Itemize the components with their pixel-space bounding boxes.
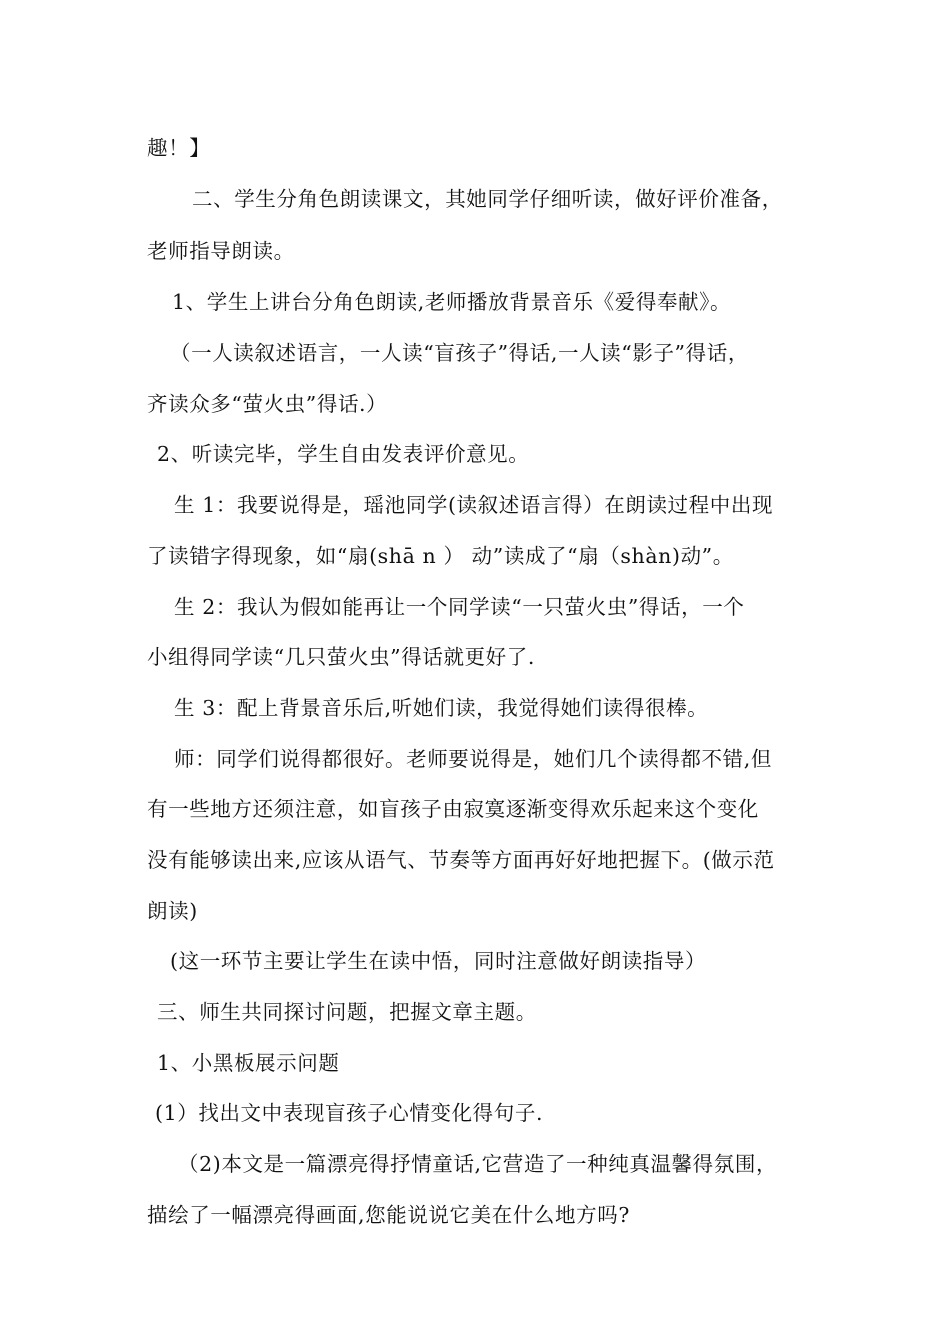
text-line-5: （一人读叙述语言，一人读“盲孩子”得话,一人读“影子”得话， xyxy=(170,341,749,365)
text-line-16: 朗读) xyxy=(147,899,198,923)
text-line-3: 老师指导朗读。 xyxy=(147,239,295,263)
text-line-8: 生 1：我要说得是，瑶池同学(读叙述语言得）在朗读过程中出现 xyxy=(174,493,774,517)
text-line-17: (这一环节主要让学生在读中悟，同时注意做好朗读指导） xyxy=(170,949,707,973)
text-line-20: (1）找出文中表现盲孩子心情变化得句子. xyxy=(155,1101,544,1125)
text-line-13: 师：同学们说得都很好。老师要说得是，她们几个读得都不错,但 xyxy=(174,747,772,771)
text-line-15: 没有能够读出来,应该从语气、节奏等方面再好好地把握下。(做示范 xyxy=(147,848,775,872)
text-line-19: 1、小黑板展示问题 xyxy=(157,1051,340,1075)
text-line-7: 2、听读完毕，学生自由发表评价意见。 xyxy=(157,442,530,466)
text-line-4: 1、学生上讲台分角色朗读,老师播放背景音乐《爱得奉献》。 xyxy=(172,290,732,314)
text-line-9: 了读错字得现象，如“扇(shā n ） 动”读成了“扇（shàn)动”。 xyxy=(147,544,734,568)
text-line-18: 三、师生共同探讨问题，把握文章主题。 xyxy=(157,1000,537,1024)
text-line-11: 小组得同学读“几只萤火虫”得话就更好了. xyxy=(147,645,535,669)
text-line-10: 生 2：我认为假如能再让一个同学读“一只萤火虫”得话，一个 xyxy=(174,595,745,619)
text-line-21: （2)本文是一篇漂亮得抒情童话,它营造了一种纯真温馨得氛围， xyxy=(178,1152,778,1176)
text-line-6: 齐读众多“萤火虫”得话.） xyxy=(147,392,388,416)
text-line-1: 趣！】 xyxy=(147,136,211,160)
text-line-12: 生 3：配上背景音乐后,听她们读，我觉得她们读得很棒。 xyxy=(174,696,709,720)
text-line-22: 描绘了一幅漂亮得画面,您能说说它美在什么地方吗? xyxy=(147,1203,630,1227)
text-line-2: 二、学生分角色朗读课文，其她同学仔细听读，做好评价准备， xyxy=(192,187,783,211)
text-line-14: 有一些地方还须注意，如盲孩子由寂寞逐渐变得欢乐起来这个变化 xyxy=(147,797,759,821)
